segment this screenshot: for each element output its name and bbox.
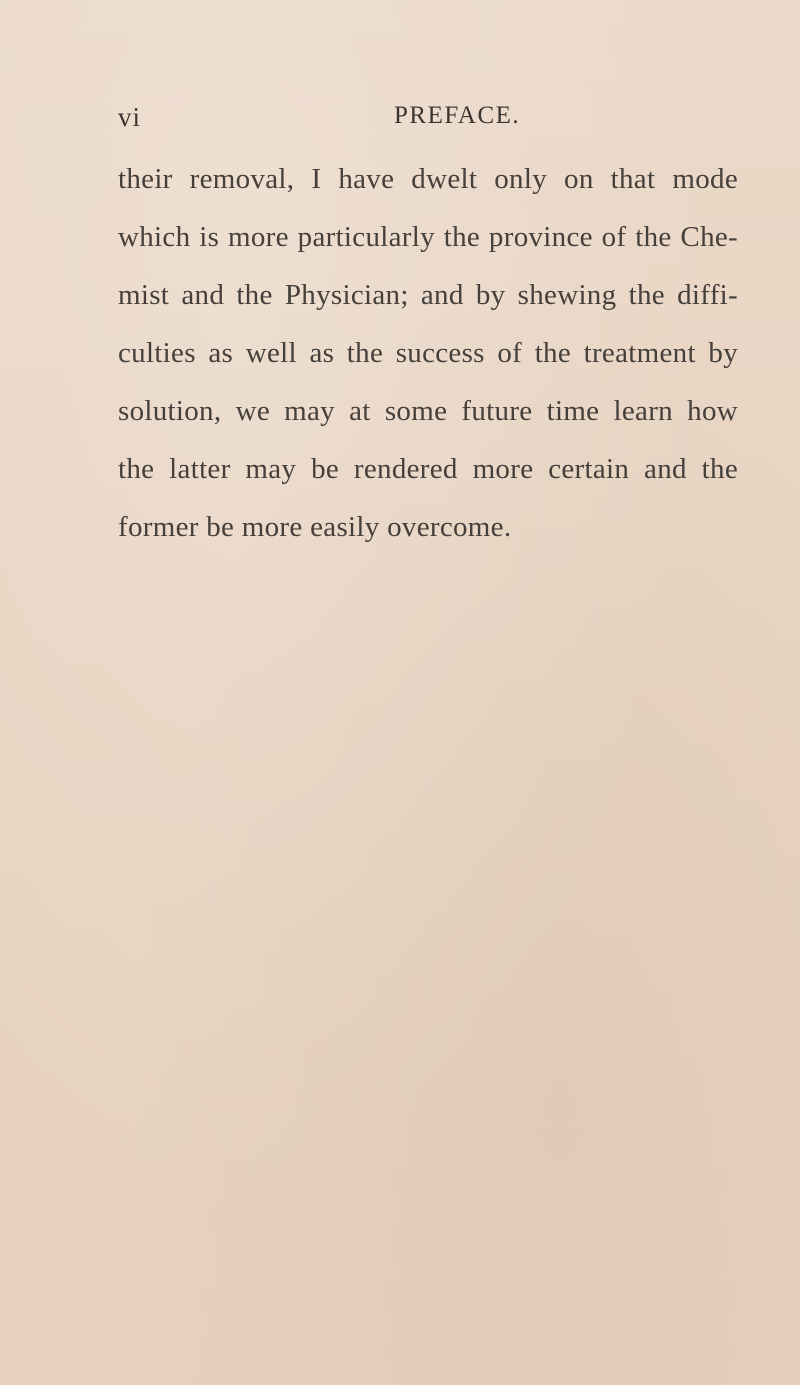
running-head bbox=[118, 102, 738, 142]
text-line: their removal, I have dwelt only on that mode bbox=[118, 163, 738, 195]
text-line: former be more easily overcome. bbox=[118, 511, 512, 543]
text-line: culties as well as the success of the treatment by bbox=[118, 337, 738, 369]
body-paragraph bbox=[118, 156, 738, 562]
page-number: vi bbox=[118, 102, 142, 132]
text-line: solution, we may at some future time learn how bbox=[118, 395, 738, 427]
text-line: mist and the Physician; and by shewing the diffi- bbox=[118, 279, 738, 311]
text-line: which is more particularly the province of the Che- bbox=[118, 221, 738, 253]
running-title: PREFACE. bbox=[394, 102, 521, 129]
text-line: the latter may be rendered more certain and the bbox=[118, 453, 738, 485]
